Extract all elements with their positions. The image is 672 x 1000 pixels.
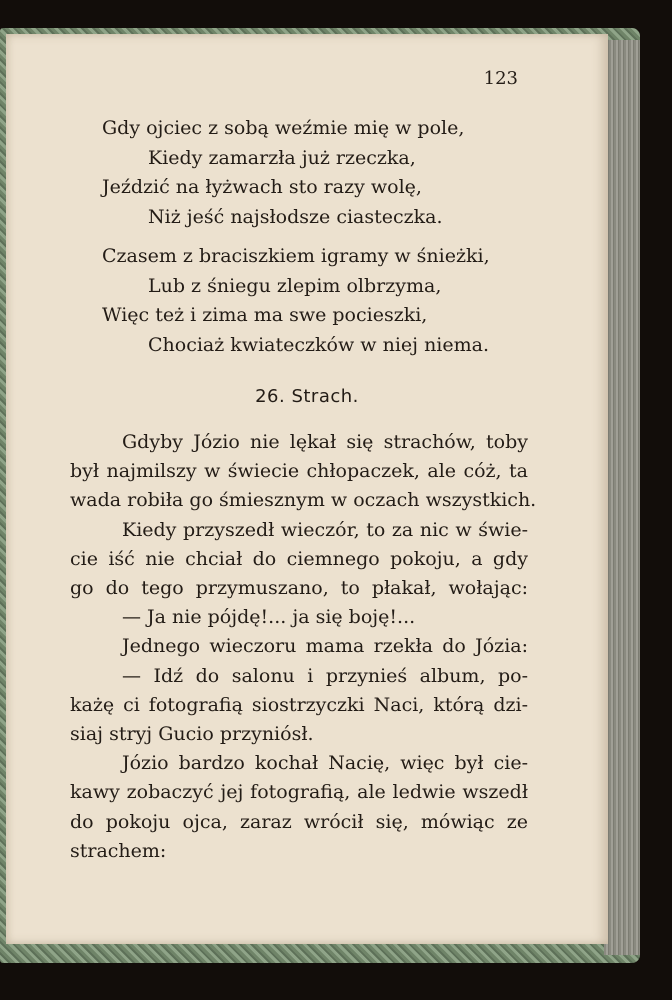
book-page bbox=[6, 34, 608, 944]
story-line: — Idź do salonu i przynieś album, po- bbox=[122, 664, 528, 687]
poem-line: Chociaż kwiateczków w niej niema. bbox=[148, 333, 490, 356]
story-line: wada robiła go śmiesznym w oczach wszystkich. bbox=[70, 489, 537, 512]
poem-line: Gdy ojciec z sobą weźmie mię w pole, bbox=[102, 117, 465, 139]
poem-stanza-1 bbox=[102, 114, 526, 232]
story-title: 26. Strach. bbox=[255, 386, 359, 407]
story-line: — Ja nie pójdę!... ja się boję!... bbox=[122, 606, 416, 629]
story-line: Józio bardzo kochał Nacię, więc był cie- bbox=[122, 752, 528, 775]
poem-line: Kiedy zamarzła już rzeczka, bbox=[148, 146, 416, 169]
page-number: 123 bbox=[483, 68, 518, 89]
story-line: Kiedy przyszedł wieczór, to za nic w świe- bbox=[122, 518, 528, 541]
story-line: strachem: bbox=[70, 839, 167, 862]
page-block-edge bbox=[604, 40, 640, 955]
story-line: Jednego wieczoru mama rzekła do Józia: bbox=[122, 635, 528, 658]
story-line: był najmilszy w świecie chłopaczek, ale cóż, ta bbox=[70, 460, 528, 483]
story-line: cie iść nie chciał do ciemnego pokoju, a gdy bbox=[70, 547, 528, 570]
story-line: siaj stryj Gucio przyniósł. bbox=[70, 723, 314, 746]
poem-line: Lub z śniegu zlepim olbrzyma, bbox=[148, 274, 442, 297]
story-line: Gdyby Józio nie lękał się strachów, toby bbox=[122, 431, 528, 453]
story-line: go do tego przymuszano, to płakał, wołając: bbox=[70, 577, 528, 600]
story-line: każę ci fotografią siostrzyczki Naci, którą dzi- bbox=[70, 693, 528, 716]
story-line: do pokoju ojca, zaraz wrócił się, mówiąc ze bbox=[70, 810, 528, 833]
story-text bbox=[70, 428, 537, 866]
poem-line: Jeździć na łyżwach sto razy wolę, bbox=[102, 176, 422, 198]
poem-line: Niż jeść najsłodsze ciasteczka. bbox=[148, 205, 443, 228]
poem-stanza-2 bbox=[102, 242, 526, 360]
poem-line: Czasem z braciszkiem igramy w śnieżki, bbox=[102, 245, 490, 267]
story-line: kawy zobaczyć jej fotografią, ale ledwie wszedł bbox=[70, 781, 528, 804]
poem-line: Więc też i zima ma swe pocieszki, bbox=[102, 304, 428, 326]
